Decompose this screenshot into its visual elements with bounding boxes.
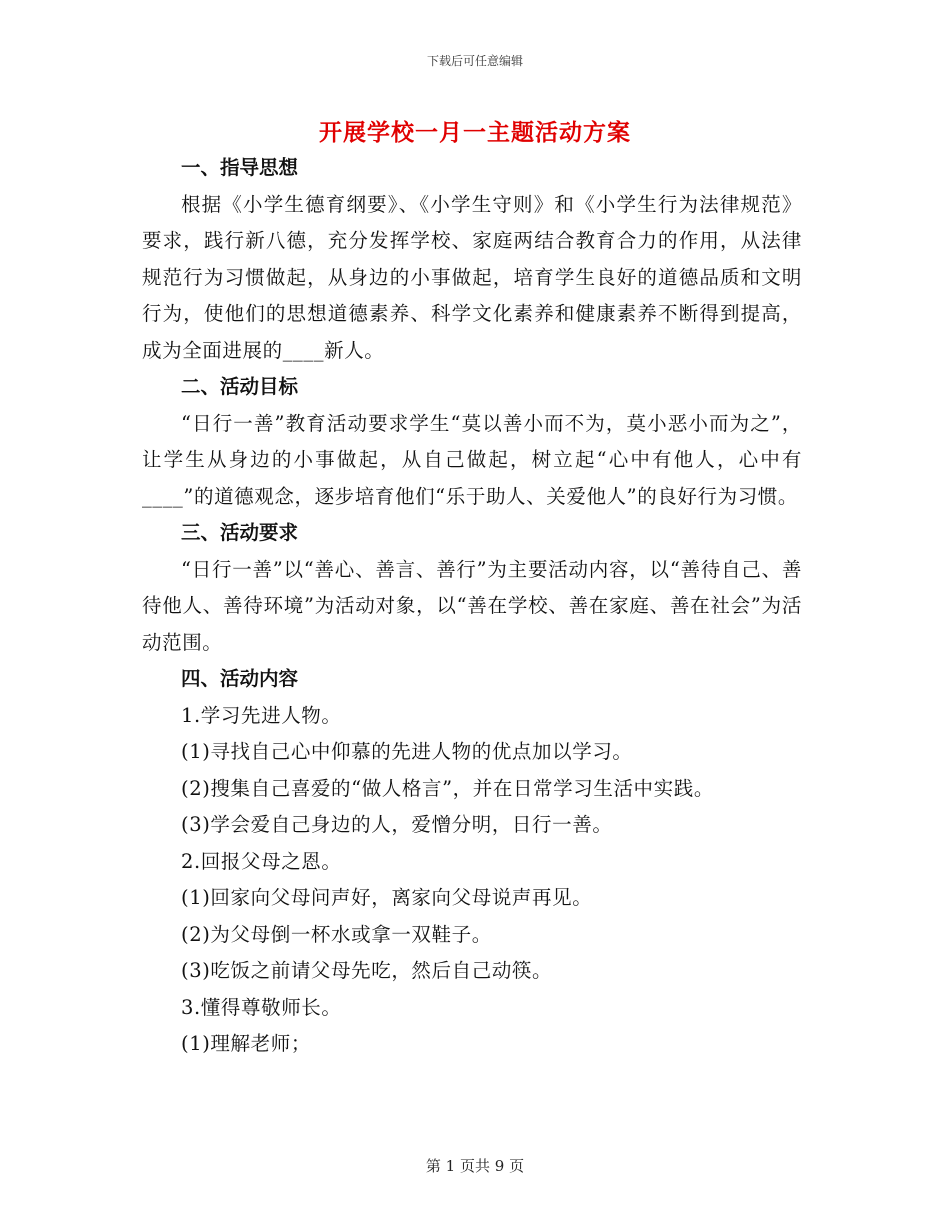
list-item: (1)回家向父母问声好，离家向父母说声再见。	[181, 886, 593, 909]
list-item: 2.回报父母之恩。	[181, 849, 342, 873]
section-paragraph-activity-requirements: “日行一善”以“善心、善言、善行”为主要活动内容，以“善待自己、善待他人、善待环境”为活动对象，以“善在学校、善在家庭、善在社会”为活动范围。	[142, 557, 802, 654]
document-title: 开展学校一月一主题活动方案	[319, 119, 631, 146]
list-item: (2)为父母倒一杯水或拿一双鞋子。	[181, 922, 492, 946]
list-item: 1.学习先进人物。	[181, 703, 342, 727]
list-item: (3)吃饭之前请父母先吃，然后自己动筷。	[181, 959, 553, 982]
list-item: (3)学会爱自己身边的人，爱憎分明，日行一善。	[181, 813, 613, 836]
section-heading-guiding-thought: 一、指导思想	[181, 156, 299, 179]
list-item: (1)理解老师；	[181, 1032, 311, 1055]
page-footer-page-number: 第 1 页共 9 页	[425, 1157, 525, 1175]
section-heading-activity-requirements: 三、活动要求	[181, 521, 299, 544]
section-heading-activity-content: 四、活动内容	[181, 667, 299, 690]
list-item: (2)搜集自己喜爱的“做人格言”，并在日常学习生活中实践。	[181, 776, 714, 800]
document-body	[142, 150, 802, 1063]
section-paragraph-activity-goal: “日行一善”教育活动要求学生“莫以善小而不为，莫小恶小而为之”，让学生从身边的小事做起，从自己做起，树立起“心中有他人，心中有____”的道德观念，逐步培育他们“乐于助人、关爱他人”的良好行为习惯。	[142, 411, 802, 508]
list-item: 3.懂得尊敬师长。	[181, 995, 342, 1019]
section-paragraph-guiding-thought: 根据《小学生德育纲要》、《小学生守则》和《小学生行为法律规范》要求，践行新八德，充分发挥学校、家庭两结合教育合力的作用，从法律规范行为习惯做起，从身边的小事做起，培育学生良好的道德品质和文明行为，使他们的思想道德素养、科学文化素养和健康素养不断得到提高，成为全面进展的____新人。	[142, 192, 802, 362]
list-item: (1)寻找自己心中仰慕的先进人物的优点加以学习。	[181, 740, 633, 763]
page-header-note: 下载后可任意编辑	[426, 54, 523, 68]
section-heading-activity-goal: 二、活动目标	[181, 375, 299, 398]
